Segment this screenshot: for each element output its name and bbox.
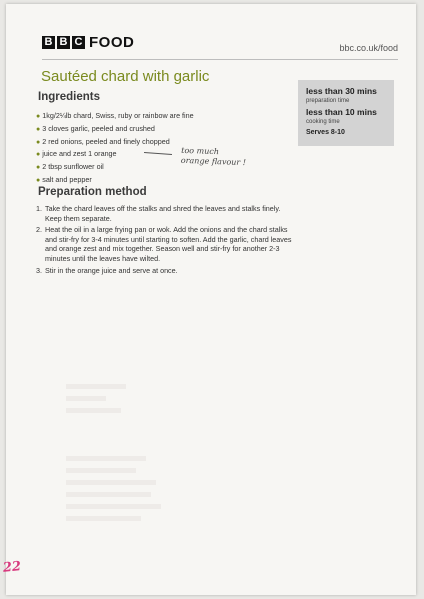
bleed-through	[66, 384, 126, 389]
recipe-page	[6, 4, 416, 595]
prep-time-label: preparation time	[306, 98, 350, 104]
prep-time-value: less than 30 mins	[306, 86, 377, 96]
header-divider	[42, 59, 398, 60]
cook-time-value: less than 10 mins	[306, 107, 377, 117]
step-text: Take the chard leaves off the stalks and shred the leaves and stalks finely. Keep them separate.	[45, 204, 281, 223]
ingredient-item: ● 3 cloves garlic, peeled and crushed	[36, 123, 155, 133]
brand-word: FOOD	[89, 34, 135, 51]
bleed-through	[66, 408, 121, 413]
bbc-blocks	[42, 36, 85, 49]
site-url: bbc.co.uk/food	[339, 43, 398, 53]
method-step	[38, 225, 293, 263]
method-step	[38, 204, 293, 223]
step-text: Stir in the orange juice and serve at once.	[45, 265, 178, 275]
method-step	[38, 266, 293, 276]
ingredient-item: ● 1kg/2¼lb chard, Swiss, ruby or rainbow are fine	[36, 111, 194, 120]
recipe-title: Sautéed chard with garlic	[41, 68, 210, 85]
bbc-block: B	[42, 36, 55, 49]
step-text: Heat the oil in a large frying pan or wok. Add the onions and the chard stalks and stir-fry for 3-4 minutes until starting to soften. Add the garlic, chard leaves and orange zest and mix together. Season well and stir-fry for another 2-3 minutes until the leaves have wilted.	[45, 225, 292, 263]
step-number: 1.	[36, 204, 42, 213]
ingredients-list	[36, 110, 194, 187]
bbc-block: C	[72, 36, 85, 49]
handwritten-page-number: 22	[2, 559, 22, 576]
bullet-icon: ●	[36, 164, 41, 172]
recipe-info-box	[298, 80, 394, 146]
ingredients-heading: Ingredients	[38, 91, 100, 103]
bleed-through	[66, 396, 106, 401]
method-heading: Preparation method	[38, 186, 147, 198]
method-steps	[38, 204, 293, 277]
handwritten-note-line: orange flavour !	[180, 155, 247, 168]
bbc-block: B	[57, 36, 70, 49]
step-number: 2.	[36, 225, 42, 235]
ingredient-item: ● juice and zest 1 orange	[36, 149, 117, 159]
bleed-through	[66, 516, 141, 521]
bullet-icon: ●	[36, 125, 41, 133]
bullet-icon: ●	[36, 176, 41, 184]
ingredient-item: ● 2 red onions, peeled and finely chopped	[36, 136, 170, 146]
bleed-through	[66, 492, 151, 497]
handwritten-note	[181, 146, 247, 168]
bleed-through	[66, 456, 146, 461]
ingredient-item: ● salt and pepper	[36, 174, 92, 184]
ingredient-item: ● 2 tbsp sunflower oil	[36, 162, 104, 172]
bullet-icon: ●	[36, 113, 41, 120]
serves-count: Serves 8-10	[306, 129, 345, 136]
bullet-icon: ●	[36, 151, 41, 159]
bullet-icon: ●	[36, 138, 41, 146]
bleed-through	[66, 504, 161, 509]
step-number: 3.	[36, 265, 42, 275]
bleed-through	[66, 480, 156, 485]
bbc-food-logo	[42, 34, 134, 51]
bleed-through	[66, 468, 136, 473]
handwritten-note-line: too much	[181, 145, 220, 157]
cook-time-label: cooking time	[306, 119, 340, 125]
